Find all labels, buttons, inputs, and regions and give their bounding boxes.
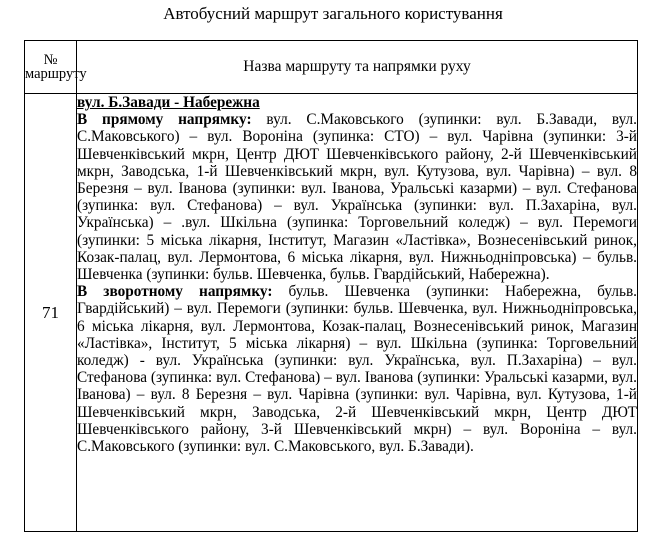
forward-direction [77, 111, 637, 283]
document-title: Автобусний маршрут загального користування [163, 4, 503, 23]
forward-direction-text: вул. С.Маковського (зупинки: вул. Б.Завади, вул. С.Маковського) – вул. Вороніна (зупинка: СТО) – вул. Чарівна (зупинки: 3-й Шевченківський мкрн, Центр ДЮТ Шевченківського району, 2-й Шевченківський мкрн, Заводська, 1-й Шевченківський мкрн, вул. Кутузова, вул. Чарівна) – вул. 8 Березня – вул. Іванова (зупинки: вул. Іванова, Уральські казарми) – вул. Стефанова (зупинка: вул. Стефанова) – вул. Українська (зупинки: вул. П.Захаріна, вул. Українська) – .вул. Шкільна (зупинка: Торговельний коледж) – вул. Перемоги (зупинки: 5 міська лікарня, Інститут, Магазин «Ластівка», Вознесенівський ринок, Козак-палац, вул. Лермонтова, 6 міська лікарня, вул. Нижньодніпровська) – бульв. Шевченка (зупинки: бульв. Шевченка, бульв. Гвардійський, Набережна). [77, 111, 638, 284]
header-route-number: № маршруту [25, 41, 77, 94]
route-number-cell: 71 [25, 94, 77, 532]
route-description-cell [77, 94, 638, 532]
reverse-direction-label: В зворотному напрямку: [77, 283, 273, 301]
route-name: вул. Б.Завади - Набережна [77, 94, 260, 111]
reverse-direction [77, 283, 637, 455]
table-header-row [25, 41, 638, 94]
header-route-description: Назва маршруту та напрямки руху [77, 41, 638, 94]
reverse-direction-text: бульв. Шевченка (зупинки: Набережна, бульв. Гвардійський) – вул. Перемоги (зупинки: бульв. Шевченка, вул. Нижньодніпровська, 6 міська лікарня, вул. Лермонтова, Козак-палац, Вознесенівський ринок, Магазин «Ластівка», Інститут, 5 міська лікарня) – вул. Шкільна (зупинка: Торговельний коледж) - вул. Українська (зупинки: вул. Українська, вул. П.Захаріна) – вул. Стефанова (зупинка: вул. Стефанова) – вул. Іванова (зупинки: Уральські казарми, вул. Іванова) – вул. 8 Березня – вул. Чарівна (зупинки: вул. Чарівна, вул. Кутузова, 1-й Шевченківський мкрн, Заводська, 2-й Шевченківський мкрн, Центр ДЮТ Шевченківського району, 3-й Шевченківський мкрн) – вул. Вороніна – вул. С.Маковського (зупинки: вул. С.Маковського, вул. Б.Завади). [77, 283, 637, 456]
forward-direction-label: В прямому напрямку: [77, 111, 252, 129]
table-row [25, 94, 638, 532]
route-table [24, 40, 638, 532]
